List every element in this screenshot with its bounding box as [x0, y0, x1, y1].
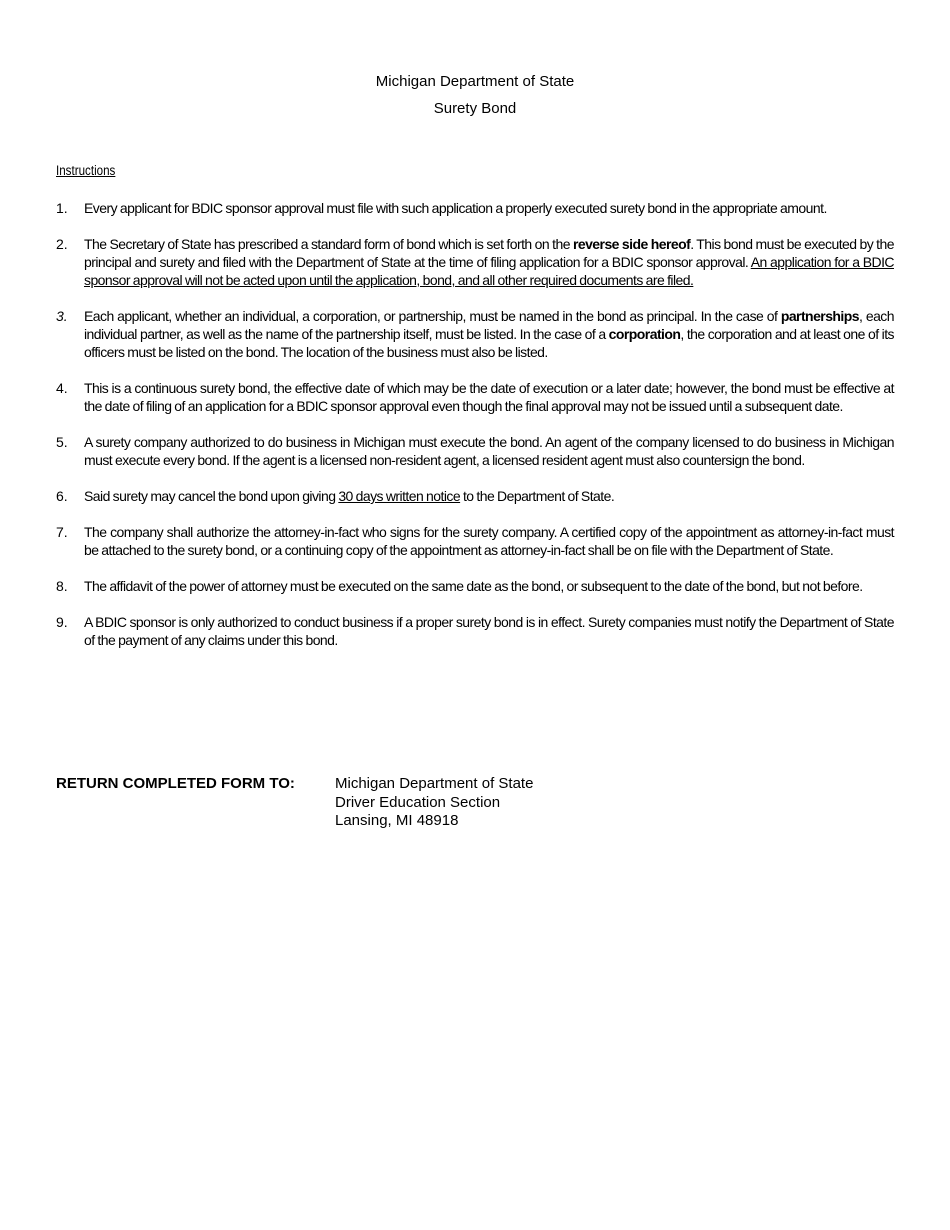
instructions-heading: Instructions	[56, 163, 116, 178]
item-text: The Secretary of State has prescribed a standard form of bond which is set forth on the	[84, 236, 573, 252]
item-number: 5.	[56, 434, 68, 450]
instruction-item	[56, 307, 894, 361]
return-label: RETURN COMPLETED FORM TO:	[56, 775, 295, 792]
item-text: Said surety may cancel the bond upon giving	[84, 488, 339, 504]
instruction-item	[56, 487, 894, 505]
item-number: 9.	[56, 614, 68, 630]
item-text: . This bond must be executed by the principal and surety and filed with the Department of State at the time of filing application for a BDIC sponsor approval.	[84, 236, 894, 270]
document-subtitle: Surety Bond	[433, 100, 517, 117]
item-number: 8.	[56, 578, 68, 594]
item-number: 7.	[56, 524, 68, 540]
item-number: 4.	[56, 380, 68, 396]
item-text: The company shall authorize the attorney-in-fact who signs for the surety company. A certified copy of the appointment as attorney-in-fact must be attached to the surety bond, or a continuing copy of the appointment as attorney-in-fact shall be on file with the Department of State.	[84, 524, 894, 558]
item-text-bold: reverse side hereof	[572, 236, 691, 252]
item-text: to the Department of State.	[460, 488, 615, 504]
instruction-item	[56, 235, 894, 289]
address-line: Driver Education Section	[335, 793, 501, 811]
item-text: Each applicant, whether an individual, a corporation, or partnership, must be named in the bond as principal. In the case of	[84, 308, 781, 324]
item-text-underlined: An application for a BDIC sponsor approval will not be acted upon until the application, bond, and all other required documents are filed.	[84, 254, 894, 288]
item-number: 6.	[56, 488, 68, 504]
item-number: 1.	[56, 200, 68, 216]
item-text: The affidavit of the power of attorney must be executed on the same date as the bond, or subsequent to the date of the bond, but not before.	[84, 578, 863, 594]
item-text: This is a continuous surety bond, the effective date of which may be the date of execution or a later date; however, the bond must be effective at the date of filing of an application for a BDIC sponsor approval even though the final approval may not be issued until a subsequent date.	[84, 380, 894, 414]
document-title: Michigan Department of State	[375, 73, 575, 90]
item-number: 3.	[56, 308, 68, 324]
item-number: 2.	[56, 236, 68, 252]
item-text: , each individual partner, as well as the name of the partnership itself, must be listed. In the case of a	[84, 308, 894, 342]
instruction-item	[56, 523, 894, 559]
address-line: Michigan Department of State	[335, 775, 534, 792]
item-text: Every applicant for BDIC sponsor approval must file with such application a properly executed surety bond in the appropriate amount.	[84, 200, 827, 216]
instruction-item	[56, 433, 894, 469]
return-address	[335, 775, 533, 831]
instruction-item	[56, 577, 894, 595]
item-text-bold: partnerships	[780, 308, 860, 324]
instruction-item	[56, 379, 894, 415]
item-text: A BDIC sponsor is only authorized to conduct business if a proper surety bond is in effect. Surety companies must notify the Department of State of the payment of any claims under this bond.	[84, 614, 894, 648]
instructions-list	[56, 199, 894, 667]
instruction-item	[56, 613, 894, 649]
instruction-item	[56, 199, 894, 217]
address-line: Lansing, MI 48918	[335, 812, 459, 829]
item-text-underlined: 30 days written notice	[338, 488, 461, 504]
item-text-bold: corporation	[608, 326, 681, 342]
item-text: A surety company authorized to do business in Michigan must execute the bond. An agent of the company licensed to do business in Michigan must execute every bond. If the agent is a licensed non-resident agent, a licensed resident agent must also countersign the bond.	[84, 434, 894, 468]
item-text: , the corporation and at least one of its officers must be listed on the bond. The location of the business must also be listed.	[84, 326, 894, 360]
